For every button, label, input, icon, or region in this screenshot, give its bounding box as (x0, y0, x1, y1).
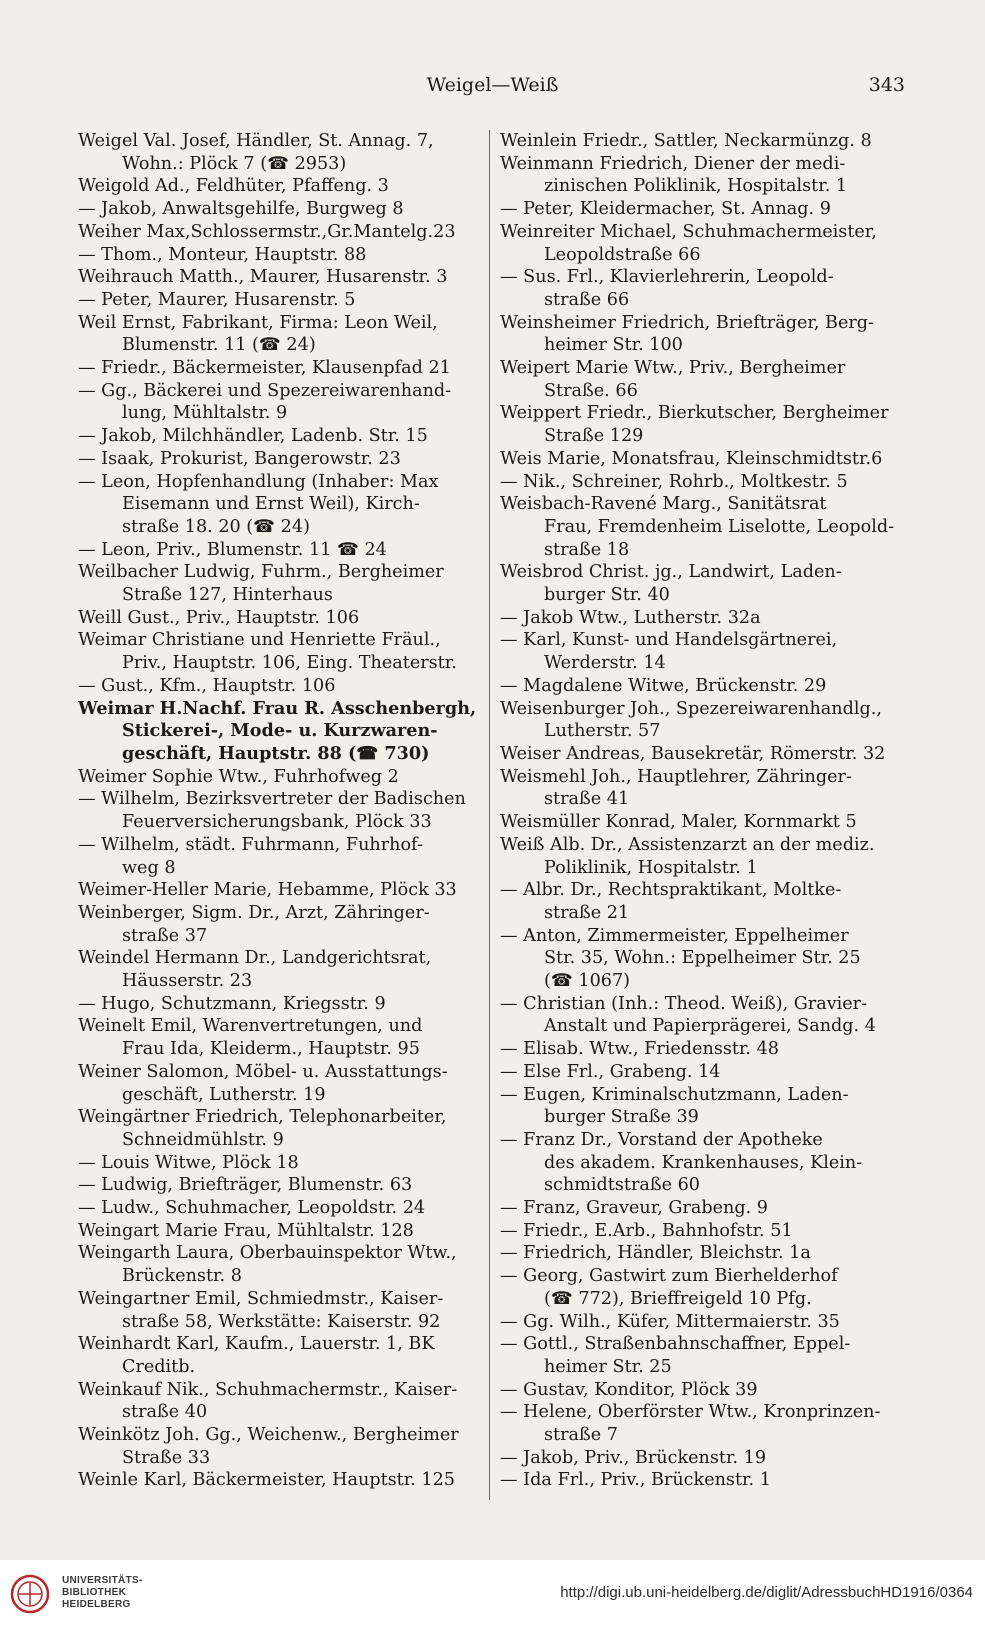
directory-line: straße 41 (544, 789, 630, 810)
directory-line: Werderstr. 14 (544, 653, 666, 674)
directory-line: Weisenburger Joh., Spezereiwarenhandlg., (500, 698, 882, 719)
directory-line: Weinberger, Sigm. Dr., Arzt, Zähringer- (78, 902, 430, 923)
directory-line: geschäft, Hauptstr. 88 (☎ 730) (122, 742, 430, 764)
directory-line: — Jakob, Anwaltsgehilfe, Burgweg 8 (78, 199, 404, 220)
directory-line: Weinhardt Karl, Kaufm., Lauerstr. 1, BK (78, 1334, 435, 1355)
directory-line: (☎ 1067) (544, 971, 631, 992)
directory-line: — Magdalene Witwe, Brückenstr. 29 (500, 675, 827, 696)
directory-line: Weihrauch Matth., Maurer, Husarenstr. 3 (78, 267, 448, 288)
directory-line: schmidtstraße 60 (544, 1175, 700, 1196)
directory-line: Creditb. (122, 1356, 196, 1377)
directory-line: — Helene, Oberförster Wtw., Kronprinzen- (500, 1402, 881, 1423)
right-column (500, 130, 913, 1492)
directory-line: Weimer Sophie Wtw., Fuhrhofweg 2 (78, 766, 399, 787)
directory-line: straße 66 (544, 289, 630, 310)
directory-line: Weippert Friedr., Bierkutscher, Bergheimer (500, 403, 889, 424)
directory-line: Weisbach-Ravené Marg., Sanitätsrat (500, 494, 827, 515)
directory-line: Straße 127, Hinterhaus (122, 585, 333, 606)
directory-line: Weingarth Laura, Oberbauinspektor Wtw., (78, 1243, 457, 1264)
directory-line: — Hugo, Schutzmann, Kriegsstr. 9 (78, 993, 386, 1014)
directory-line: — Else Frl., Grabeng. 14 (500, 1061, 721, 1082)
directory-line: heimer Str. 100 (544, 335, 683, 356)
directory-line: — Christian (Inh.: Theod. Weiß), Gravier- (500, 993, 868, 1014)
directory-line: Weimar Christiane und Henriette Fräul., (78, 630, 441, 651)
directory-line: Weingart Marie Frau, Mühltalstr. 128 (78, 1220, 414, 1241)
directory-line: Schneidmühlstr. 9 (122, 1129, 284, 1150)
directory-line: Weiner Salomon, Möbel- u. Ausstattungs- (78, 1061, 448, 1082)
directory-line: (☎ 772), Brieffreigeld 10 Pfg. (544, 1288, 812, 1309)
directory-line: Weimar H.Nachf. Frau R. Asschenbergh, (78, 697, 477, 719)
directory-line: — Ida Frl., Priv., Brückenstr. 1 (500, 1470, 771, 1491)
directory-line: Stickerei-, Mode- u. Kurzwaren- (122, 720, 438, 742)
directory-line: — Anton, Zimmermeister, Eppelheimer (500, 925, 849, 946)
directory-line: Weismüller Konrad, Maler, Kornmarkt 5 (500, 812, 857, 833)
left-column (78, 130, 491, 1492)
directory-line: lung, Mühltalstr. 9 (122, 403, 288, 424)
directory-line: Weinlein Friedr., Sattler, Neckarmünzg. 8 (500, 131, 872, 151)
directory-line: — Louis Witwe, Plöck 18 (78, 1152, 299, 1173)
directory-line: — Albr. Dr., Rechtspraktikant, Moltke- (500, 880, 842, 901)
directory-line: — Friedr., E.Arb., Bahnhofstr. 51 (500, 1220, 793, 1241)
library-name-line: BIBLIOTHEK (62, 1587, 127, 1598)
directory-line: — Sus. Frl., Klavierlehrerin, Leopold- (500, 267, 834, 288)
directory-line: — Wilhelm, städt. Fuhrmann, Fuhrhof- (78, 834, 423, 855)
directory-line: Weinle Karl, Bäckermeister, Hauptstr. 125 (78, 1470, 455, 1491)
directory-line: Weindel Hermann Dr., Landgerichtsrat, (78, 948, 432, 969)
directory-line: Leopoldstraße 66 (544, 244, 701, 265)
running-title: Weigel—Weiß (426, 74, 559, 96)
library-name-line: HEIDELBERG (62, 1599, 131, 1610)
directory-line: Weipert Marie Wtw., Priv., Bergheimer (500, 358, 846, 379)
directory-line: straße 18 (544, 539, 630, 560)
directory-line: Wohn.: Plöck 7 (☎ 2953) (122, 153, 347, 174)
directory-line: Weiher Max,Schlossermstr.,Gr.Mantelg.23 (78, 221, 456, 242)
directory-line: Weil Ernst, Fabrikant, Firma: Leon Weil, (78, 312, 438, 333)
column-divider (489, 130, 490, 1500)
directory-line: zinischen Poliklinik, Hospitalstr. 1 (544, 176, 848, 197)
directory-line: burger Str. 40 (544, 585, 670, 606)
directory-line: Straße. 66 (544, 380, 638, 401)
directory-line: Anstalt und Papierprägerei, Sandg. 4 (544, 1016, 876, 1037)
directory-line: straße 7 (544, 1425, 618, 1446)
page-number: 343 (868, 74, 905, 96)
directory-line: Weinkauf Nik., Schuhmachermstr., Kaiser- (78, 1379, 458, 1400)
directory-line: Str. 35, Wohn.: Eppelheimer Str. 25 (544, 948, 861, 969)
directory-line: — Gust., Kfm., Hauptstr. 106 (78, 675, 336, 696)
directory-line: straße 18. 20 (☎ 24) (122, 516, 310, 537)
directory-line: straße 40 (122, 1402, 208, 1423)
directory-line: Poliklinik, Hospitalstr. 1 (544, 857, 758, 878)
directory-line: — Franz, Graveur, Grabeng. 9 (500, 1198, 768, 1219)
directory-line: Frau Ida, Kleiderm., Hauptstr. 95 (122, 1039, 420, 1060)
directory-line: Weill Gust., Priv., Hauptstr. 106 (78, 607, 360, 628)
directory-line: burger Straße 39 (544, 1107, 699, 1128)
directory-line: Weinkötz Joh. Gg., Weichenw., Bergheimer (78, 1425, 459, 1446)
directory-line: straße 58, Werkstätte: Kaiserstr. 92 (122, 1311, 441, 1332)
directory-line: — Nik., Schreiner, Rohrb., Moltkestr. 5 (500, 471, 848, 492)
page-header (80, 72, 905, 104)
directory-line: — Peter, Maurer, Husarenstr. 5 (78, 289, 356, 310)
library-seal-icon (10, 1574, 50, 1614)
directory-line: Weismehl Joh., Hauptlehrer, Zähringer- (500, 766, 852, 787)
directory-line: — Jakob, Milchhändler, Ladenb. Str. 15 (78, 426, 428, 447)
directory-line: — Gg. Wilh., Küfer, Mittermaierstr. 35 (500, 1311, 840, 1332)
directory-line: Weisbrod Christ. jg., Landwirt, Laden- (500, 562, 842, 583)
directory-line: straße 21 (544, 902, 630, 923)
directory-line: Weinreiter Michael, Schuhmachermeister, (500, 221, 877, 242)
directory-line: — Gottl., Straßenbahnschaffner, Eppel- (500, 1334, 851, 1355)
directory-line: — Leon, Hopfenhandlung (Inhaber: Max (78, 471, 439, 492)
directory-line: — Friedrich, Händler, Bleichstr. 1a (500, 1243, 811, 1264)
directory-line: Häusserstr. 23 (122, 971, 253, 992)
directory-line: — Ludwig, Briefträger, Blumenstr. 63 (78, 1175, 413, 1196)
directory-line: Weigold Ad., Feldhüter, Pfaffeng. 3 (78, 176, 389, 197)
directory-line: — Jakob Wtw., Lutherstr. 32a (500, 607, 761, 628)
directory-line: Blumenstr. 11 (☎ 24) (122, 335, 316, 356)
directory-line: — Isaak, Prokurist, Bangerowstr. 23 (78, 448, 401, 469)
directory-line: — Karl, Kunst- und Handelsgärtnerei, (500, 630, 838, 651)
directory-line: — Wilhelm, Bezirksvertreter der Badischen (78, 789, 466, 810)
directory-line: Eisemann und Ernst Weil), Kirch- (122, 494, 420, 515)
directory-line: — Friedr., Bäckermeister, Klausenpfad 21 (78, 358, 451, 379)
directory-line: Weiser Andreas, Bausekretär, Römerstr. 32 (500, 743, 886, 764)
directory-line: — Georg, Gastwirt zum Bierhelderhof (500, 1266, 838, 1287)
directory-line: Priv., Hauptstr. 106, Eing. Theaterstr. (122, 653, 457, 674)
directory-line: — Eugen, Kriminalschutzmann, Laden- (500, 1084, 849, 1105)
footer-bar (0, 1560, 985, 1631)
directory-line: — Peter, Kleidermacher, St. Annag. 9 (500, 199, 831, 220)
directory-line: Straße 33 (122, 1447, 211, 1468)
directory-line: straße 37 (122, 925, 208, 946)
directory-line: des akadem. Krankenhauses, Klein- (544, 1152, 863, 1173)
directory-line: Weinmann Friedrich, Diener der medi- (500, 153, 846, 174)
directory-line: Feuerversicherungsbank, Plöck 33 (122, 812, 432, 833)
directory-line: Weiß Alb. Dr., Assistenzarzt an der mediz. (500, 834, 875, 855)
directory-line: heimer Str. 25 (544, 1356, 672, 1377)
directory-line: weg 8 (122, 857, 176, 878)
directory-line: geschäft, Lutherstr. 19 (122, 1084, 326, 1105)
directory-line: Weis Marie, Monatsfrau, Kleinschmidtstr.6 (500, 448, 883, 469)
directory-line: Straße 129 (544, 426, 644, 447)
permalink-url[interactable]: http://digi.ub.uni-heidelberg.de/diglit/AdressbuchHD1916/0364 (560, 1584, 973, 1601)
directory-line: Weinelt Emil, Warenvertretungen, und (78, 1016, 423, 1037)
directory-line: — Gustav, Konditor, Plöck 39 (500, 1379, 758, 1400)
directory-line: Frau, Fremdenheim Liselotte, Leopold- (544, 516, 895, 537)
library-name-line: UNIVERSITÄTS- (62, 1575, 143, 1586)
directory-line: Weigel Val. Josef, Händler, St. Annag. 7, (78, 131, 434, 151)
directory-line: — Franz Dr., Vorstand der Apotheke (500, 1129, 823, 1150)
directory-line: — Gg., Bäckerei und Spezereiwarenhand- (78, 380, 452, 401)
library-name (62, 1575, 182, 1611)
directory-line: Weinsheimer Friedrich, Briefträger, Berg- (500, 312, 874, 333)
directory-line: — Jakob, Priv., Brückenstr. 19 (500, 1447, 767, 1468)
directory-line: — Ludw., Schuhmacher, Leopoldstr. 24 (78, 1198, 426, 1219)
directory-line: Weingärtner Friedrich, Telephonarbeiter, (78, 1107, 447, 1128)
directory-line: Weilbacher Ludwig, Fuhrm., Bergheimer (78, 562, 444, 583)
directory-line: Weimer-Heller Marie, Hebamme, Plöck 33 (78, 880, 457, 901)
directory-line: Weingartner Emil, Schmiedmstr., Kaiser- (78, 1288, 444, 1309)
directory-line: — Leon, Priv., Blumenstr. 11 ☎ 24 (78, 539, 387, 560)
directory-line: — Elisab. Wtw., Friedensstr. 48 (500, 1039, 779, 1060)
directory-line: Brückenstr. 8 (122, 1266, 242, 1287)
directory-line: — Thom., Monteur, Hauptstr. 88 (78, 244, 367, 265)
directory-line: Lutherstr. 57 (544, 721, 661, 742)
